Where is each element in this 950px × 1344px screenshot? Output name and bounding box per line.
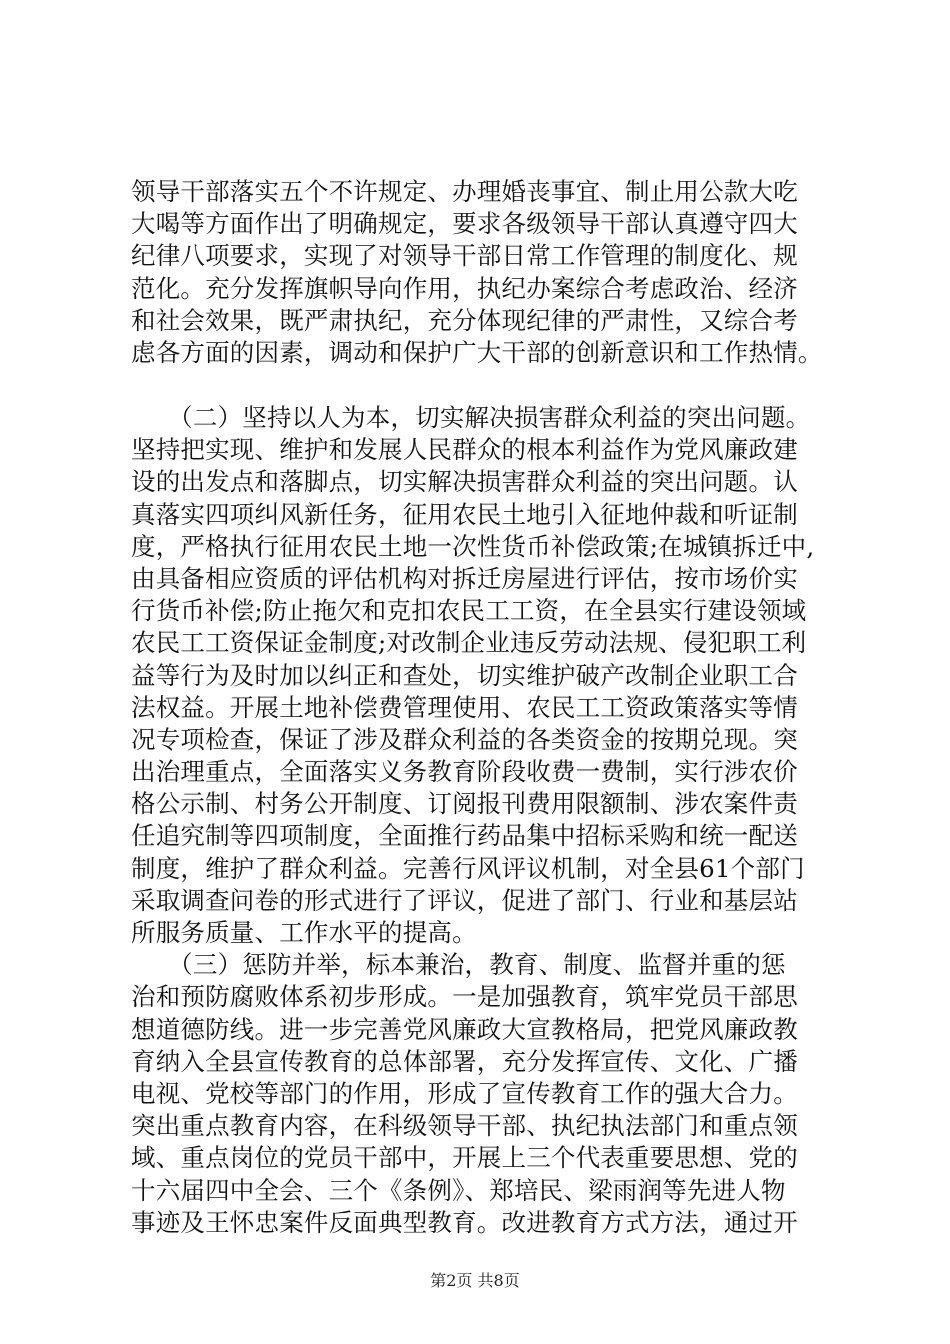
text-line: 设的出发点和落脚点，切实解决损害群众利益的突出问题。认 bbox=[131, 467, 798, 497]
text-line: 大喝等方面作出了明确规定，要求各级领导干部认真遵守四大 bbox=[131, 209, 798, 239]
text-line: 和社会效果，既严肃执纪，充分体现纪律的严肃性，又综合考 bbox=[131, 305, 798, 335]
text-line: 农民工工资保证金制度;对改制企业违反劳动法规、侵犯职工利 bbox=[131, 628, 807, 658]
text-line: （二）坚持以人为本，切实解决损害群众利益的突出问题。 bbox=[131, 403, 811, 432]
text-line: 由具备相应资质的评估机构对拆迁房屋进行评估，按市场价实 bbox=[131, 563, 798, 593]
text-line: 真落实四项纠风新任务，征用农民土地引入征地仲裁和听证制 bbox=[131, 499, 798, 529]
text-line: 坚持把实现、维护和发展人民群众的根本利益作为党风廉政建 bbox=[131, 435, 798, 465]
text-line: （三）惩防并举，标本兼治，教育、制度、监督并重的惩 bbox=[131, 950, 786, 980]
text-line: 法权益。开展土地补偿费管理使用、农民工工资政策落实等情 bbox=[131, 692, 798, 722]
text-line: 虑各方面的因素，调动和保护广大干部的创新意识和工作热情。 bbox=[131, 337, 823, 367]
text-line: 范化。充分发挥旗帜导向作用，执纪办案综合考虑政治、经济 bbox=[131, 273, 798, 303]
text-line: 制度，维护了群众利益。完善行风评议机制，对全县61个部门 bbox=[131, 853, 805, 883]
text-line: 纪律八项要求，实现了对领导干部日常工作管理的制度化、规 bbox=[131, 241, 798, 271]
text-line: 采取调查问卷的形式进行了评议，促进了部门、行业和基层站 bbox=[131, 885, 798, 915]
text-line: 事迹及王怀忠案件反面典型教育。改进教育方式方法，通过开 bbox=[131, 1207, 798, 1237]
text-line: 想道德防线。进一步完善党风廉政大宣教格局，把党风廉政教 bbox=[131, 1014, 798, 1044]
page-footer: 第2页 共8页 bbox=[430, 1271, 520, 1290]
paragraph-block-2 bbox=[131, 402, 831, 1239]
text-line: 出治理重点，全面落实义务教育阶段收费一费制，实行涉农价 bbox=[131, 757, 798, 787]
text-line: 益等行为及时加以纠正和查处，切实维护破产改制企业职工合 bbox=[131, 660, 798, 690]
text-line: 育纳入全县宣传教育的总体部署，充分发挥宣传、文化、广播 bbox=[131, 1046, 798, 1076]
text-line: 领导干部落实五个不许规定、办理婚丧事宜、制止用公款大吃 bbox=[131, 177, 798, 206]
text-line: 行货币补偿;防止拖欠和克扣农民工工资，在全县实行建设领域 bbox=[131, 596, 807, 626]
text-line: 域、重点岗位的党员干部中，开展上三个代表重要思想、党的 bbox=[131, 1143, 798, 1173]
text-line: 任追究制等四项制度，全面推行药品集中招标采购和统一配送 bbox=[131, 821, 798, 851]
paragraph-block-1 bbox=[131, 176, 831, 369]
text-line: 突出重点教育内容，在科级领导干部、执纪执法部门和重点领 bbox=[131, 1111, 798, 1141]
text-line: 电视、党校等部门的作用，形成了宣传教育工作的强大合力。 bbox=[131, 1078, 798, 1108]
text-line: 况专项检查，保证了涉及群众利益的各类资金的按期兑现。突 bbox=[131, 724, 798, 754]
text-line: 所服务质量、工作水平的提高。 bbox=[131, 918, 477, 947]
text-line: 度，严格执行征用农民土地一次性货币补偿政策;在城镇拆迁中, bbox=[131, 531, 815, 561]
text-line: 治和预防腐败体系初步形成。一是加强教育，筑牢党员干部思 bbox=[131, 982, 798, 1012]
text-line: 十六届四中全会、三个《条例》、郑培民、梁雨润等先进人物 bbox=[131, 1175, 786, 1205]
text-line: 格公示制、村务公开制度、订阅报刊费用限额制、涉农案件责 bbox=[131, 789, 798, 819]
